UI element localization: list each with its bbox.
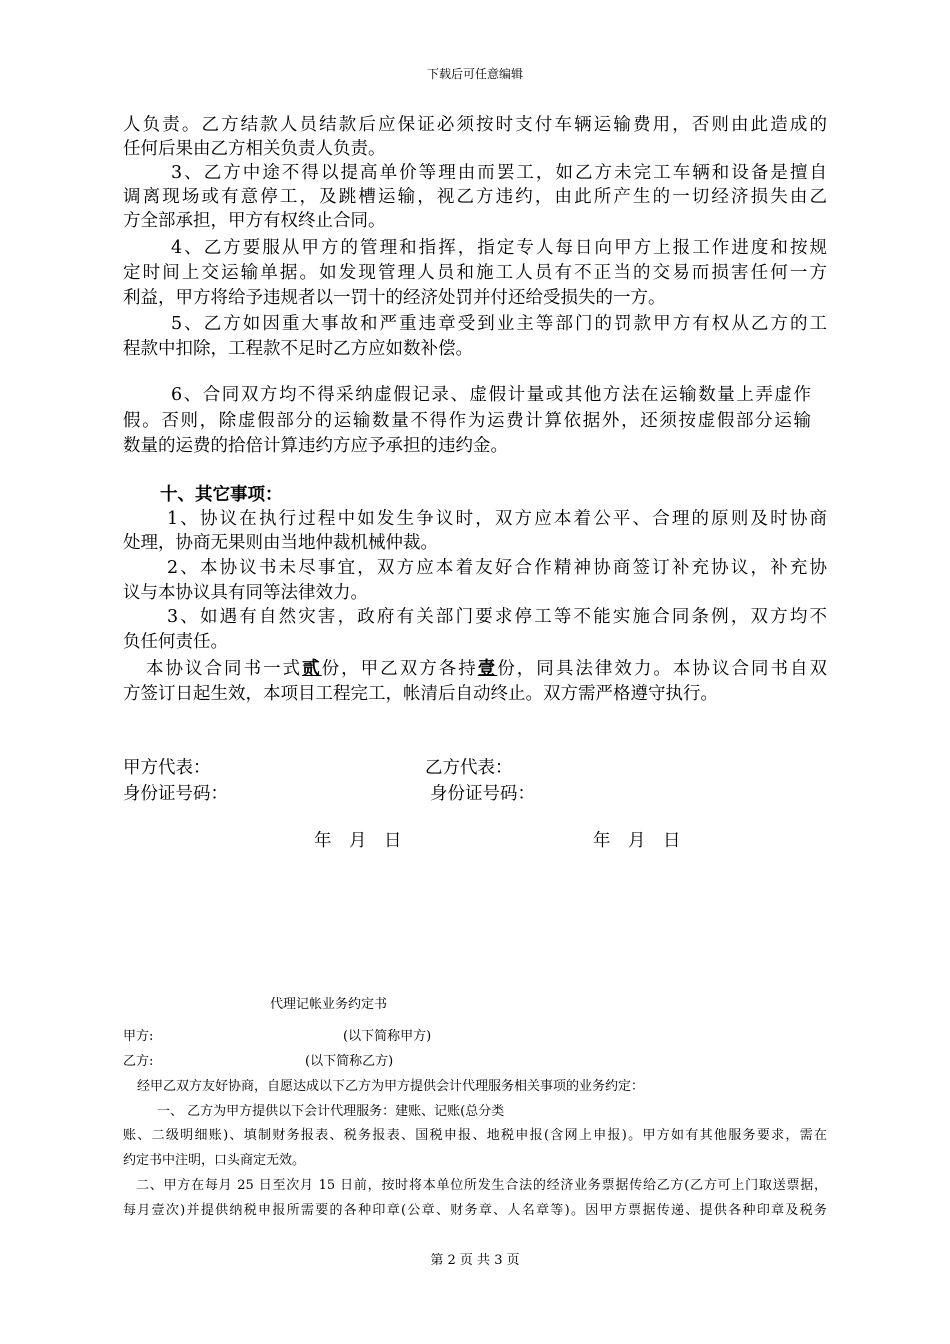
body-line: 假。否则，除虚假部分的运输数量不得作为运费计算依据外，还须按虚假部分运输 xyxy=(123,411,811,431)
agreement-line: 每月壹次)并提供纳税申报所需要的各种印章(公章、财务章、人名章等)。因甲方票据传递、提供各种印章及税务 xyxy=(123,1203,827,1218)
body-line: 处理，协商无果则由当地仲裁机械仲裁。 xyxy=(123,533,438,553)
copies-each: 壹 xyxy=(477,659,498,679)
party-b-date: 年 月 日 xyxy=(593,831,681,851)
body-line: 任何后果由乙方相关负责人负责。 xyxy=(123,139,386,159)
agreement-line: 经甲乙双方友好协商，自愿达成以下乙方为甲方提供会计代理服务相关事项的业务约定： xyxy=(137,1079,645,1094)
closing-text: 本协议合同书一式 xyxy=(146,659,303,679)
party-a-date: 年 月 日 xyxy=(314,831,402,851)
agreement-party-a-note: (以下简称甲方) xyxy=(343,1029,432,1044)
body-line: 3、如遇有自然灾害，政府有关部门要求停工等不能实施合同条例，双方均不 xyxy=(167,607,827,627)
agreement-party-a: 甲方: xyxy=(123,1029,154,1044)
agreement-title: 代理记帐业务约定书 xyxy=(270,997,388,1012)
section-heading: 十、其它事项： xyxy=(160,485,283,505)
closing-line-2: 方签订日起生效，本项目工程完工，帐清后自动终止。双方需严格遵守执行。 xyxy=(123,684,718,704)
party-a-id-label: 身份证号码： xyxy=(123,784,228,804)
body-line: 利益，甲方将给予违规者以一罚十的经济处罚并付还给受损失的一方。 xyxy=(123,288,666,308)
party-a-rep-label: 甲方代表： xyxy=(123,758,211,778)
closing-text: 份，同具法律效力。本协议合同书自双 xyxy=(497,659,828,679)
closing-text: 份，甲乙双方各持 xyxy=(321,659,478,679)
body-line: 5、乙方如因重大事故和严重违章受到业主等部门的罚款甲方有权从乙方的工 xyxy=(171,314,827,334)
body-line: 人负责。乙方结款人员结款后应保证必须按时支付车辆运输费用，否则由此造成的 xyxy=(123,115,827,135)
body-line: 1、协议在执行过程中如发生争议时，双方应本着公平、合理的原则及时协商 xyxy=(167,509,827,529)
agreement-line: 约定书中注明，口头商定无效。 xyxy=(123,1153,306,1168)
copies-total: 贰 xyxy=(302,659,322,679)
page-header: 下载后可任意编辑 xyxy=(426,67,523,81)
party-b-rep-label: 乙方代表： xyxy=(425,758,513,778)
body-line: 6、合同双方均不得采纳虚假记录、虚假计量或其他方法在运输数量上弄虚作 xyxy=(171,385,811,405)
body-line: 方全部承担，甲方有权终止合同。 xyxy=(123,211,386,231)
agreement-party-b: 乙方: xyxy=(123,1054,154,1069)
body-line: 调离现场或有意停工，及跳槽运输，视乙方违约，由此所产生的一切经济损失由乙 xyxy=(123,187,827,207)
body-line: 定时间上交运输单据。如发现管理人员和施工人员有不正当的交易而损害任何一方 xyxy=(123,263,827,283)
agreement-line: 一、 乙方为甲方提供以下会计代理服务：建账、记账(总分类 xyxy=(157,1104,505,1119)
body-line: 数量的运费的拾倍计算违约方应予承担的违约金。 xyxy=(123,436,508,456)
body-line: 议与本协议具有同等法律效力。 xyxy=(123,583,368,603)
body-line: 程款中扣除，工程款不足时乙方应如数补偿。 xyxy=(123,339,473,359)
closing-line-1 xyxy=(146,658,827,680)
body-line: 4、乙方要服从甲方的管理和指挥，指定专人每日向甲方上报工作进度和按规 xyxy=(171,238,827,258)
body-line: 2、本协议书未尽事宜，双方应本着友好合作精神协商签订补充协议，补充协 xyxy=(167,558,827,578)
page-footer: 第 2 页 共 3 页 xyxy=(430,1253,520,1268)
body-line: 3、乙方中途不得以提高单价等理由而罢工，如乙方未完工车辆和设备是擅自 xyxy=(171,163,827,183)
body-line: 负任何责任。 xyxy=(123,632,228,652)
agreement-party-b-note: (以下简称乙方) xyxy=(305,1054,394,1069)
agreement-line: 二、甲方在每月 25 日至次月 15 日前，按时将本单位所发生合法的经济业务票据传给乙方(乙方可上门取送票据， xyxy=(136,1178,827,1193)
agreement-line: 账、二级明细账)、填制财务报表、税务报表、国税申报、地税申报(含网上申报)。甲方如有其他服务要求，需在 xyxy=(123,1128,827,1143)
party-b-id-label: 身份证号码： xyxy=(430,784,535,804)
